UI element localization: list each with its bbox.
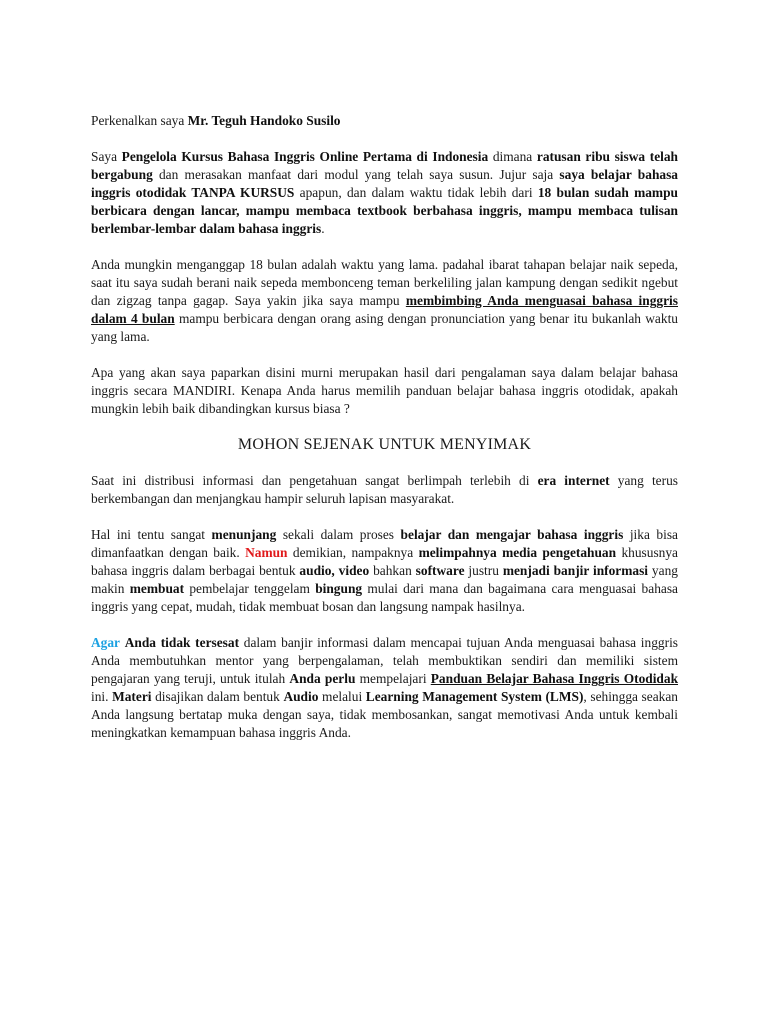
text-run: sekali dalam proses xyxy=(276,527,401,542)
text-run: dimana xyxy=(488,149,537,164)
text-run: apapun, dan dalam waktu tidak lebih dari xyxy=(294,185,538,200)
text-run: demikian, nampaknya xyxy=(287,545,419,560)
bold-run: Anda tidak tersesat xyxy=(124,635,240,650)
intro-paragraph xyxy=(91,112,678,130)
text-run: . xyxy=(321,221,325,236)
text-run: Saat ini distribusi informasi dan pengetahuan sangat berlimpah terlebih di xyxy=(91,473,538,488)
text-run: khususnya bahasa inggris dalam berbagai bentuk xyxy=(91,545,678,578)
bold-run: menunjang xyxy=(211,527,277,542)
bold-run: Pengelola Kursus Bahasa Inggris Online Pertama di Indonesia xyxy=(121,149,489,164)
bold-run: Audio xyxy=(283,689,319,704)
bold-run: Anda perlu xyxy=(289,671,356,686)
text-run: jika bisa dimanfaatkan dengan baik. xyxy=(91,527,678,560)
text-run: justru xyxy=(464,563,503,578)
paragraph-6 xyxy=(91,634,678,742)
paragraph-1 xyxy=(91,148,678,238)
text-run: mempelajari xyxy=(355,671,431,686)
text-run: , sehingga seakan Anda langsung bertatap muka dengan saya, tidak membosankan, sangat memotivasi Anda untuk kembali meningkatkan kemampuan bahasa inggris Anda. xyxy=(91,689,678,740)
text-run: Apa yang akan saya paparkan disini murni merupakan hasil dari pengalaman saya dalam belajar bahasa inggris secara MANDIRI. Kenapa Anda harus memilih panduan belajar bahasa inggris otodidak, apakah mungkin lebih baik dibandingkan kursus biasa ? xyxy=(91,365,678,416)
bold-run: Learning Management System (LMS) xyxy=(365,689,584,704)
text-run: ini. xyxy=(91,689,113,704)
bold-run: era internet xyxy=(537,473,610,488)
underlined-bold-run: Panduan Belajar Bahasa Inggris Otodidak xyxy=(430,671,679,686)
text-run: mulai dari mana dan bagaimana cara menguasai bahasa inggris yang cepat, mudah, tidak membuat bosan dan langsung nampak hasilnya. xyxy=(91,581,678,614)
text-run: Saya xyxy=(91,149,122,164)
text-run: pembelajar tenggelam xyxy=(184,581,316,596)
bold-run: bingung xyxy=(315,581,363,596)
text-run: melalui xyxy=(318,689,366,704)
bold-run: ratusan ribu siswa telah bergabung xyxy=(91,149,679,182)
text-run: Hal ini tentu sangat xyxy=(91,527,212,542)
bold-run: 18 bulan sudah mampu berbicara dengan lancar, mampu membaca textbook berbahasa inggris, mampu membaca tulisan berlembar-lembar dalam bahasa inggris xyxy=(91,185,678,236)
paragraph-4 xyxy=(91,472,678,508)
text-run: Anda mungkin menganggap 18 bulan adalah waktu yang lama. padahal ibarat tahapan belajar naik sepeda, saat itu saya sudah berani naik sepeda membonceng teman berkeliling jalan kampung dengan sedikit ngebut dan zigzag tanpa gagap. Saya yakin jika saya mampu xyxy=(91,257,678,308)
bold-run: membuat xyxy=(129,581,185,596)
bold-run: saya belajar bahasa inggris otodidak TANPA KURSUS xyxy=(91,167,678,200)
bold-run: menjadi banjir informasi xyxy=(502,563,649,578)
text-run: mampu berbicara dengan orang asing dengan pronunciation yang benar itu bukanlah waktu yang lama. xyxy=(91,311,678,344)
text-run: dan merasakan manfaat dari modul yang telah saya susun. Jujur saja xyxy=(152,167,560,182)
text-run: yang terus berkembangan dan menjangkau hampir seluruh lapisan masyarakat. xyxy=(91,473,678,506)
bold-run: melimpahnya media pengetahuan xyxy=(418,545,617,560)
document-page xyxy=(91,112,678,760)
underlined-bold-run: membimbing Anda menguasai bahasa inggris dalam 4 bulan xyxy=(91,293,678,326)
paragraph-3 xyxy=(91,364,678,418)
red-highlight-run: Namun xyxy=(245,545,288,560)
paragraph-2 xyxy=(91,256,678,346)
section-heading: MOHON SEJENAK UNTUK MENYIMAK xyxy=(237,436,532,453)
text-run: dalam banjir informasi dalam mencapai tujuan Anda menguasai bahasa inggris Anda membutuhkan mentor yang berpengalaman, telah membuktikan sendiri dan memiliki sistem pengajaran yang teruji, untuk itulah xyxy=(91,635,678,686)
bold-run: Materi xyxy=(112,689,152,704)
bold-run: software xyxy=(415,563,465,578)
blue-highlight-run: Agar xyxy=(91,635,121,650)
author-name: Mr. Teguh Handoko Susilo xyxy=(187,113,341,128)
paragraph-5 xyxy=(91,526,678,616)
text-run: bahkan xyxy=(369,563,416,578)
intro-text: Perkenalkan saya xyxy=(91,113,188,128)
text-run: yang makin xyxy=(91,563,678,596)
text-run: disajikan dalam bentuk xyxy=(151,689,284,704)
bold-run: belajar dan mengajar bahasa inggris xyxy=(400,527,624,542)
bold-run: audio, video xyxy=(299,563,370,578)
